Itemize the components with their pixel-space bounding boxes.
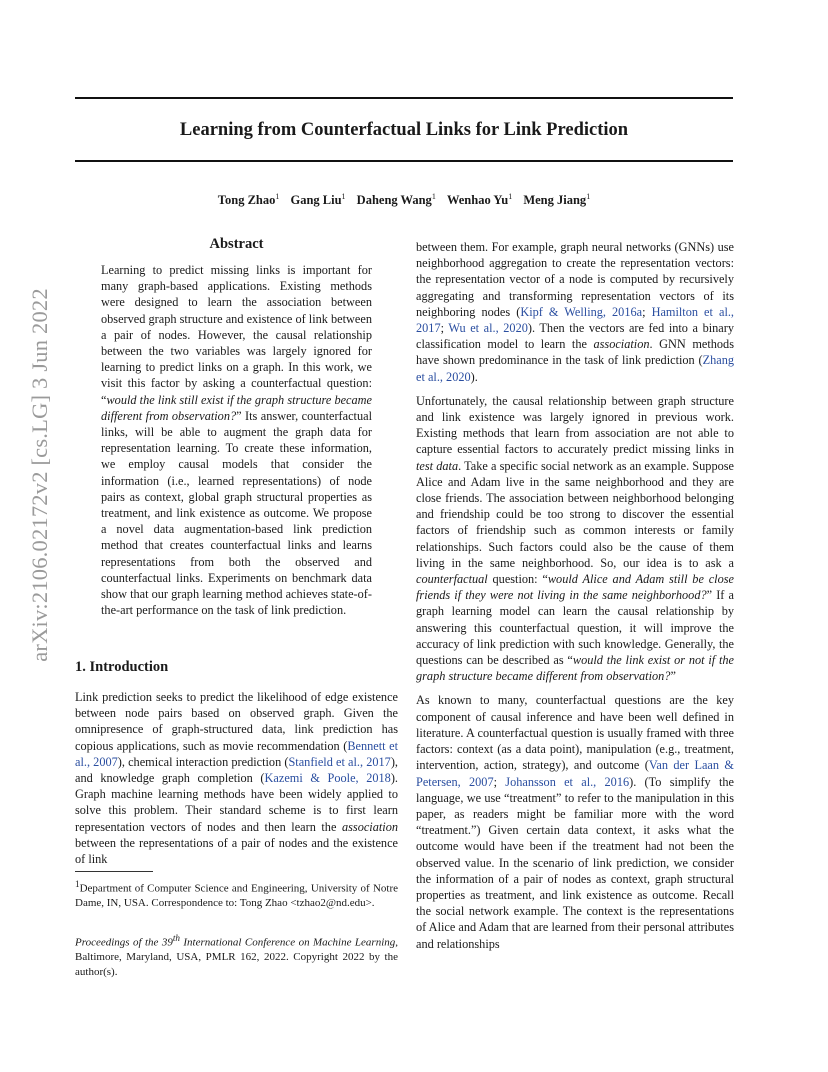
citation-link[interactable]: Wu et al., 2020 bbox=[448, 321, 528, 336]
author: Gang Liu$^1$ bbox=[290, 192, 346, 208]
paragraph: between them. For example, graph neural networks (GNNs) use neighborhood aggregation to create the representation vectors: the representation vector of a node is computed by recursively aggregating and transforming representation vectors of its neighboring nodes (Kipf & Welling, 2016a; Hamilton et al., 2017; Wu et al., 2020). Then the vectors are fed into a binary classification model to learn the association. GNN methods have shown predominance in the task of link prediction (Zhang et al., 2020). bbox=[416, 240, 735, 384]
citation-link[interactable]: Van der Laan & Petersen, 2007 bbox=[416, 758, 734, 789]
section-heading-introduction: 1. Introduction bbox=[75, 659, 169, 675]
footnote-rule bbox=[75, 871, 153, 872]
citation-link[interactable]: Kazemi & Poole, 2018 bbox=[264, 771, 391, 786]
author: Daheng Wang$^1$ bbox=[356, 192, 436, 208]
right-column bbox=[416, 239, 734, 952]
paper-title: Learning from Counterfactual Links for Link Prediction bbox=[179, 120, 629, 140]
citation-link[interactable]: Zhang et al., 2020 bbox=[416, 353, 734, 384]
citation-link[interactable]: Stanfield et al., 2017 bbox=[288, 754, 391, 769]
author-list bbox=[75, 192, 733, 208]
author: Meng Jiang$^1$ bbox=[523, 192, 591, 208]
author: Tong Zhao$^1$ bbox=[217, 192, 280, 208]
citation-link[interactable]: Johansson et al., 2016 bbox=[505, 774, 630, 789]
abstract-heading: Abstract bbox=[209, 236, 264, 252]
abstract-text: Learning to predict missing links is important for many graph-based applications. Existing methods were designed to learn the association between observed graph structure and existence of link between a pair of nodes. However, the causal relationship between the two variables was largely ignored for learning to predict links on a graph. In this work, we visit this factor by asking a counterfactual question: “would the link still exist if the graph structure became different from observation?” Its answer, counterfactual links, will be able to augment the graph data for representation learning. To create these information, we employ causal models that consider the information (i.e., learned representations) of node pairs as context, global graph structural properties as treatment, and link existence as outcome. We propose a novel data augmentation-based link prediction method that creates counterfactual links and learns representations from both the observed and counterfactual links. Experiments on benchmark data show that our graph learning method achieves state-of-the-art performance on the task of link prediction. bbox=[101, 263, 372, 618]
intro-paragraph: Link prediction seeks to predict the likelihood of edge existence between node pairs based on observed graph. Given the omnipresence of graph-structured data, link prediction has copious applications, such as movie recommendation (Bennett et al., 2007), chemical interaction prediction (Stanfield et al., 2017), and knowledge graph completion (Kazemi & Poole, 2018). Graph machine learning methods have been widely applied to solve this problem. Their standard scheme is to first learn representation vectors of nodes and then learn the association between the representations of a pair of nodes and the existence of link bbox=[75, 690, 398, 867]
proceedings-note: Proceedings of the 39th International Conference on Machine Learning, Baltimore, Maryland, USA, PMLR 162, 2022. Copyright 2022 by the author(s). bbox=[75, 933, 398, 978]
affiliation-footnote: $^1$Department of Computer Science and Engineering, University of Notre Dame, IN, USA. Correspondence to: Tong Zhao <tzhao2@nd.edu>. bbox=[75, 879, 398, 910]
citation-link[interactable]: Bennett et al., 2007 bbox=[75, 738, 398, 769]
title-top-rule bbox=[75, 97, 733, 99]
paragraph: Unfortunately, the causal relationship between graph structure and link existence was largely ignored in previous work. Existing methods that learn from association are not able to capture essential factors to accurately predict missing links in test data. Take a specific social network as an example. Suppose Alice and Adam live in the same neighborhood and they are close friends. The association between neighborhood belonging and friendship could be too strong to discover the essential factors of friendship such as common interests or family relationships. Such factors could also be the cause of them living in the same neighborhood. So, our idea is to ask a counterfactual question: “would Alice and Adam still be close friends if they were not living in the same neighborhood?” If a graph learning model can learn the causal relationship by answering this counterfactual question, it will improve the accuracy of link prediction with such knowledge. Generally, the questions can be described as “would the link exist or not if the graph structure became different from observation?” bbox=[416, 393, 734, 684]
citation-link[interactable]: Hamilton et al., 2017 bbox=[416, 304, 735, 336]
title-bottom-rule bbox=[75, 160, 733, 162]
author: Wenhao Yu$^1$ bbox=[446, 192, 513, 208]
paragraph: As known to many, counterfactual questions are the key component of causal inference and have been well defined in literature. A counterfactual question is usually framed with three factors: context (as a data point), manipulation (e.g., treatment, intervention, action, strategy), and outcome (Van der Laan & Petersen, 2007; Johansson et al., 2016). (To simplify the language, we use “treatment” to refer to the manipulation in this paper, as readers might be familiar more with the word “treatment.”) Given certain data context, it asks what the outcome would have been if the treatment had not been the observed value. In the scenario of link prediction, we consider the information of a pair of nodes as context, graph structural properties as treatment, and link existence as outcome. Recall the social network example. The context is the representations of Alice and Adam that are learned from their personal attributes and relationships bbox=[416, 693, 734, 951]
arxiv-identifier: arXiv:2106.02172v2 [cs.LG] 3 Jun 2022 bbox=[27, 288, 52, 662]
citation-link[interactable]: Kipf & Welling, 2016a bbox=[520, 304, 643, 319]
